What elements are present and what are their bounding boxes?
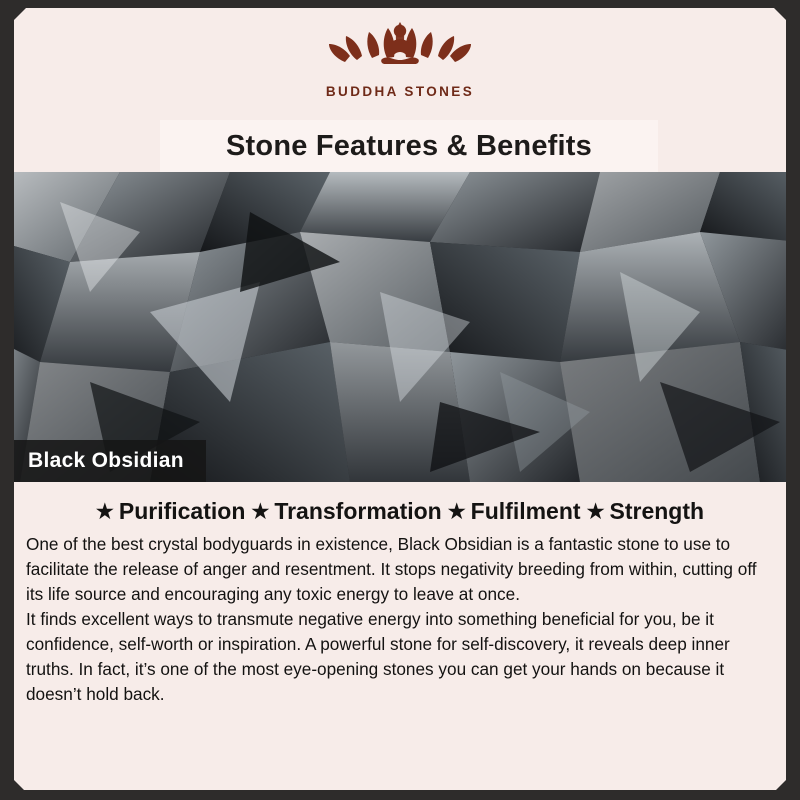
page-title: Stone Features & Benefits: [226, 129, 592, 162]
content-panel: [0, 482, 800, 800]
frame-edge-bottom: [0, 790, 800, 800]
benefit-label: Strength: [609, 498, 705, 524]
corner-decoration-bottom-right: [766, 766, 800, 800]
star-icon: ★: [95, 500, 114, 523]
hero-image: [0, 172, 800, 482]
star-icon: ★: [586, 500, 605, 523]
benefits-list: [26, 498, 774, 525]
corner-decoration-top-left: [0, 0, 34, 34]
frame-edge-right: [786, 0, 800, 800]
benefit-item-fulfilment: [448, 498, 581, 525]
benefit-label: Purification: [118, 498, 246, 524]
description-paragraph-2: It finds excellent ways to transmute negative energy into something beneficial for you, be it confidence, self-worth or inspiration. A powerful stone for self-discovery, it reveals deep inner truths. In fact, it’s one of the most eye-opening stones you can get your hands on because it doesn’t hold back.: [26, 609, 730, 704]
benefit-item-strength: [587, 498, 705, 525]
description-paragraph-1: One of the best crystal bodyguards in existence, Black Obsidian is a fantastic stone to use to facilitate the release of anger and resentment. It stops negativity breeding from within, cutting off its life source and encouraging any toxic energy to leave at once.: [26, 534, 757, 604]
brand-name: BUDDHA STONES: [325, 84, 475, 99]
star-icon: ★: [447, 500, 466, 523]
benefit-label: Fulfilment: [470, 498, 581, 524]
frame-edge-left: [0, 0, 14, 800]
benefit-label: Transformation: [274, 498, 442, 524]
benefit-item-transformation: [251, 498, 441, 525]
frame-edge-top: [0, 0, 800, 8]
corner-decoration-bottom-left: [0, 766, 34, 800]
stone-name-caption: Black Obsidian: [14, 440, 206, 482]
brand-logo: [325, 14, 475, 99]
star-icon: ★: [251, 500, 270, 523]
lotus-meditation-figure-icon: [325, 14, 475, 80]
benefit-item-purification: [96, 498, 245, 525]
corner-decoration-top-right: [766, 0, 800, 34]
title-plate: [160, 120, 658, 172]
